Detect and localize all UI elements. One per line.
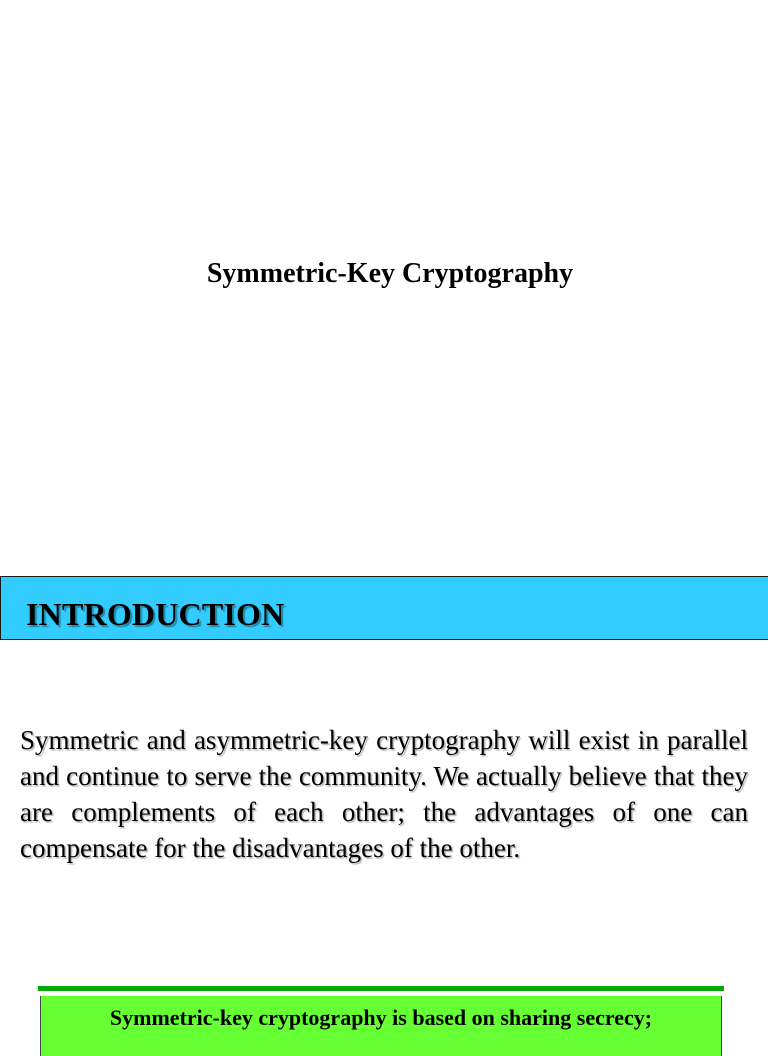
callout-box	[40, 996, 722, 1056]
page-title: Symmetric-Key Cryptography	[206, 258, 574, 289]
section-heading: INTRODUCTION	[26, 596, 285, 632]
callout-text: Symmetric-key cryptography is based on sharing secrecy;	[109, 1005, 653, 1030]
intro-paragraph: Symmetric and asymmetric-key cryptography will exist in parallel and continue to serve the community. We actually believe that they are complements of each other; the advantages of one can compensate for the disadvantages of the other.	[20, 725, 748, 863]
callout-divider	[38, 986, 724, 991]
